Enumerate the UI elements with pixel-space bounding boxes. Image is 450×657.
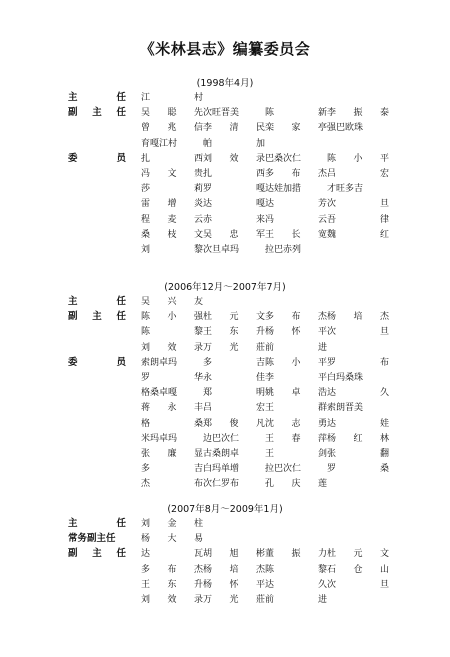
role-label: 主 任	[68, 92, 126, 103]
member-name: 索朗卓玛	[141, 357, 178, 368]
member-name: 姚 卓 浩	[265, 388, 327, 399]
member-name: 杨 大 易	[141, 534, 203, 545]
role-label: 委 员	[68, 356, 126, 368]
member-row	[0, 532, 450, 546]
member-name: 罗 嘎	[203, 184, 265, 195]
member-name: 王 群	[265, 403, 327, 414]
member-row	[0, 462, 450, 476]
member-row	[0, 91, 450, 105]
member-name: 扎 西	[141, 153, 203, 164]
member-row	[0, 432, 450, 446]
member-row	[0, 341, 450, 355]
member-name: 李 清 民	[203, 123, 265, 134]
member-name: 王 东 升	[203, 327, 265, 338]
member-name: 吴 兴 友	[141, 297, 203, 307]
member-name: 曾 兆 信	[141, 123, 203, 134]
member-name: 多 布 杰	[265, 312, 327, 323]
member-name: 达 嘎	[203, 199, 265, 210]
member-name: 刘 效 录	[141, 595, 203, 605]
member-name: 桑 枝 文	[141, 229, 203, 240]
member-row	[0, 121, 450, 135]
member-name: 沈 志 勇	[265, 418, 327, 429]
member-name: 张 翻	[327, 449, 389, 459]
member-name: 巴桑次仁	[265, 153, 302, 164]
member-name: 郑 明	[203, 388, 265, 399]
member-name: 李 平	[265, 373, 327, 383]
page-title: 《米林县志》编纂委员会	[139, 40, 311, 58]
member-name: 前 进	[265, 342, 327, 353]
member-name: 前 进	[265, 595, 327, 605]
member-name: 吕 宏	[203, 403, 265, 414]
member-name: 吕 宏	[327, 169, 389, 179]
member-name: 杜 元 文	[327, 549, 389, 560]
member-name: 扎 西	[203, 169, 265, 179]
member-name: 雷 增 炎	[141, 199, 203, 210]
member-name: 杨 怀 平	[203, 579, 265, 590]
period-heading: (2007年8月～2009年1月)	[167, 504, 283, 515]
role-label: 主 任	[68, 296, 126, 307]
member-row	[0, 356, 450, 370]
member-row	[0, 371, 450, 385]
member-name: 达 娃	[327, 418, 389, 429]
member-row	[0, 182, 450, 196]
member-name: 张 廉 显	[141, 449, 203, 459]
member-name: 次旦卓玛	[203, 245, 240, 255]
member-name: 达 瓦	[141, 549, 203, 560]
member-name: 杨 培 杰	[203, 564, 265, 575]
member-row	[0, 386, 450, 400]
member-name: 董 振 力	[265, 549, 327, 560]
member-row	[0, 401, 450, 415]
member-name: 索朗晋美	[327, 403, 364, 414]
member-name: 拉巴次仁	[265, 464, 302, 475]
member-name: 冯 云	[265, 214, 327, 225]
member-name: 吾 律	[327, 214, 389, 225]
member-row	[0, 563, 450, 577]
member-row	[0, 325, 450, 339]
member-name: 多 吉	[203, 357, 265, 368]
member-name: 万 光 莊	[203, 342, 265, 353]
member-name: 育嘎江村	[141, 138, 178, 149]
member-name: 拉巴赤列	[265, 245, 302, 255]
member-row	[0, 295, 450, 309]
member-name: 刘 效 录	[141, 342, 203, 353]
member-name: 达 芳	[265, 199, 327, 210]
member-name: 帕 加	[203, 138, 265, 149]
member-name: 冯 文 贵	[141, 169, 203, 179]
member-name: 魏 红	[327, 229, 389, 240]
member-row	[0, 593, 450, 607]
member-name: 多 布 杰	[141, 564, 203, 575]
member-row	[0, 477, 450, 491]
member-name: 王 长 宽	[265, 229, 327, 240]
member-name: 罗 布	[327, 357, 389, 368]
role-label: 副 主 任	[68, 311, 126, 323]
member-row	[0, 106, 450, 120]
member-row	[0, 167, 450, 181]
member-name: 杰 布	[141, 479, 203, 490]
member-name: 达 久	[265, 579, 327, 590]
member-name: 陈 小 平	[265, 357, 327, 368]
member-name: 王 东 升	[141, 579, 203, 590]
member-name: 杨 培 杰	[327, 312, 389, 323]
member-row	[0, 243, 450, 257]
member-name: 吴 聪 先	[141, 108, 203, 119]
member-row	[0, 213, 450, 227]
role-label: 委 员	[68, 152, 126, 164]
member-name: 达 久	[327, 388, 389, 399]
member-name: 永 佳	[203, 373, 265, 383]
member-name: 强巴欧珠	[327, 123, 364, 134]
member-row	[0, 578, 450, 592]
member-name: 格桑卓嘎	[141, 388, 178, 399]
member-name: 刘 效 录	[203, 153, 265, 164]
member-name: 胡 旭 彬	[203, 549, 265, 560]
member-name: 石 仓 山	[327, 564, 389, 575]
member-name: 白玛单增	[203, 464, 240, 475]
member-row	[0, 417, 450, 431]
member-row	[0, 310, 450, 324]
period-heading: (2006年12月～2007年7月)	[164, 282, 286, 293]
member-name: 陈 黎	[265, 564, 327, 575]
member-name: 米玛卓玛	[141, 433, 178, 444]
role-label: 常务副主任	[68, 533, 116, 545]
member-name: 程 麦 云	[141, 214, 203, 225]
member-name: 王 剑	[265, 449, 327, 459]
member-name: 杨 红 林	[327, 433, 389, 444]
member-row	[0, 447, 450, 461]
member-name: 李 振 泰	[327, 108, 389, 119]
member-name: 罗 桑	[327, 464, 389, 475]
member-name: 次仁罗布	[203, 479, 240, 490]
member-name: 杨 怀 平	[265, 327, 327, 338]
member-row	[0, 547, 450, 561]
member-row	[0, 517, 450, 531]
member-row	[0, 137, 450, 151]
member-name: 江 村	[141, 93, 203, 103]
member-name: 多 布 杰	[265, 169, 327, 179]
member-name: 才旺多吉	[327, 184, 364, 195]
member-name: 陈 新	[265, 108, 327, 119]
member-name: 陈 小 强	[141, 312, 203, 323]
period-heading: (1998年4月)	[196, 78, 254, 89]
member-name: 万 光 莊	[203, 595, 265, 605]
member-name: 达娃加措	[265, 184, 302, 195]
member-name: 莎 莉	[141, 184, 203, 195]
member-name: 赤 来	[203, 214, 265, 225]
member-name: 白玛桑珠	[327, 373, 364, 383]
member-name: 蒋 永 丰	[141, 403, 203, 414]
member-name: 刘 黎	[141, 245, 203, 255]
member-name: 孔 庆 莲	[265, 479, 327, 490]
member-name: 古桑朗卓	[203, 449, 240, 459]
member-name: 次 旦	[327, 579, 389, 590]
role-label: 副 主 任	[68, 107, 126, 119]
member-name: 次 旦	[327, 199, 389, 210]
member-row	[0, 152, 450, 166]
role-label: 副 主 任	[68, 548, 126, 560]
member-name: 多 吉	[141, 464, 203, 475]
member-row	[0, 197, 450, 211]
member-name: 次旺晋美	[203, 108, 240, 119]
member-name: 吴 忠 军	[203, 229, 265, 240]
member-name: 刘 金 柱	[141, 519, 203, 529]
member-row	[0, 228, 450, 242]
member-name: 边巴次仁	[203, 433, 240, 444]
member-name: 陈 黎	[141, 327, 203, 338]
member-name: 郑 俊 凡	[203, 418, 265, 429]
role-label: 主 任	[68, 518, 126, 529]
member-name: 栾 家 亭	[265, 123, 327, 134]
member-name: 王 春 萍	[265, 433, 327, 444]
member-name: 杜 元 文	[203, 312, 265, 323]
member-name: 罗 华	[141, 373, 203, 383]
member-name: 格 桑	[141, 418, 203, 429]
member-name: 陈 小 平	[327, 153, 389, 164]
member-name: 次 旦	[327, 327, 389, 338]
